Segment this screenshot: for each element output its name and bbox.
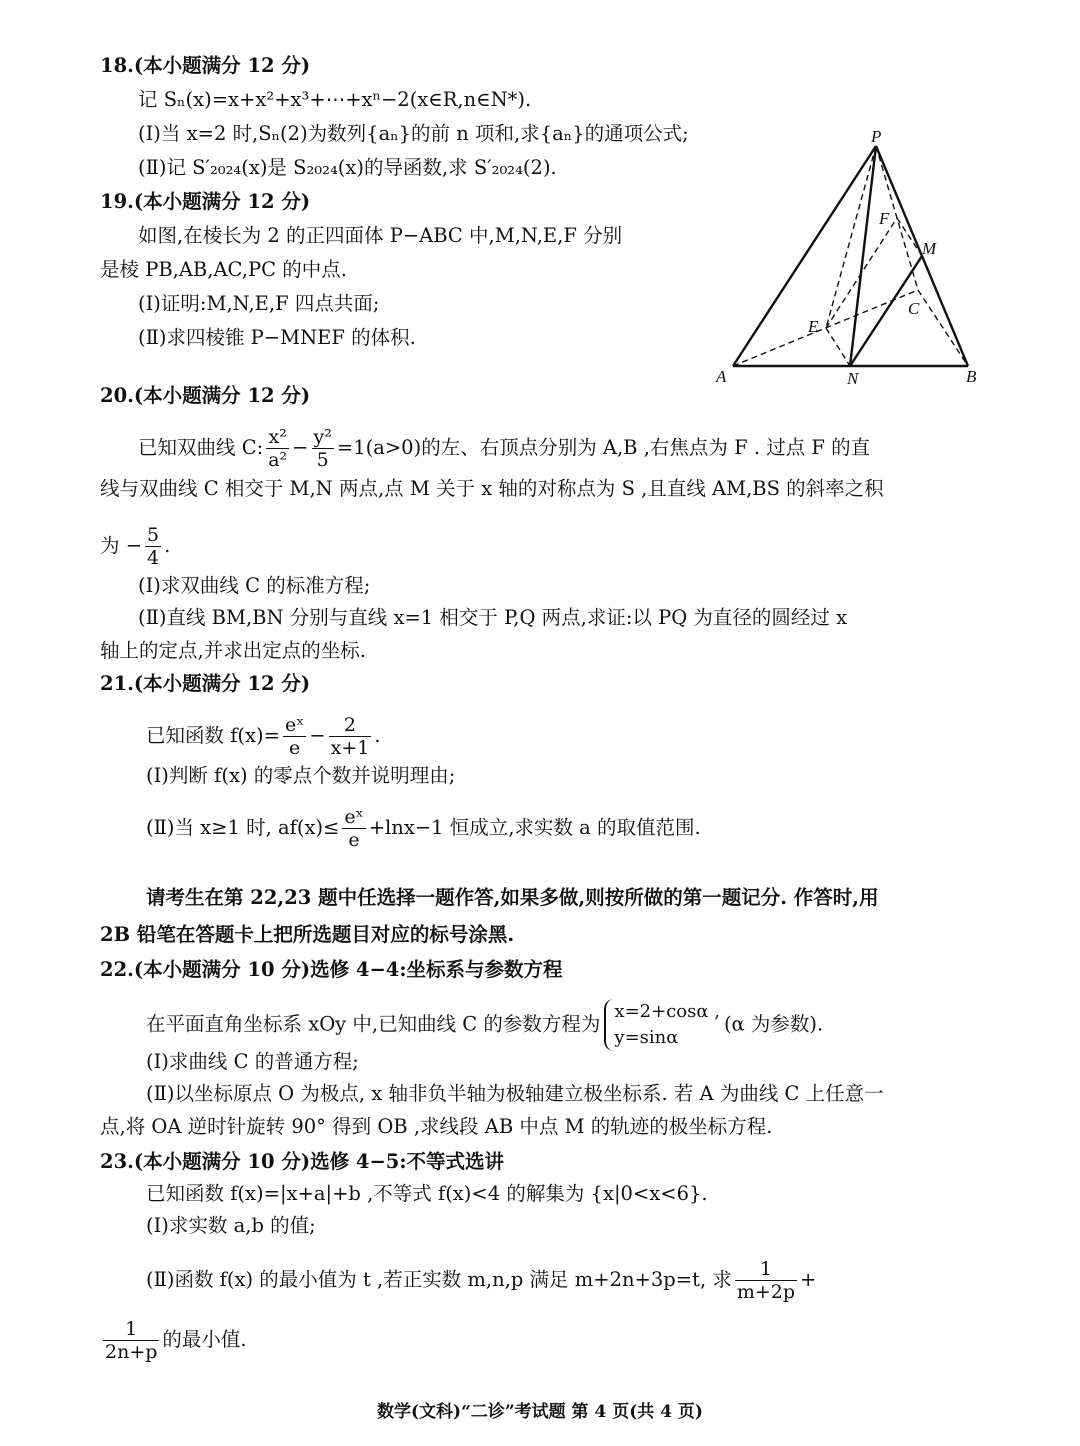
q21-fraction-2-x1 [329, 714, 372, 759]
q23-fraction-1 [735, 1258, 797, 1303]
q20-frac1-numerator: x² [268, 426, 287, 448]
q20-frac2-denominator: 5 [312, 448, 334, 471]
q19-title: 19.(本小题满分 12 分) [100, 190, 311, 213]
label-P: P [871, 130, 882, 146]
choice-note-line1: 请考生在第 22,23 题中任选择一题作答,如果多做,则按所做的第一题记分. 作答时,用 [146, 886, 879, 909]
q22-title: 22.(本小题满分 10 分)选修 4−4:坐标系与参数方程 [100, 958, 563, 981]
q23-part2-suffix: 的最小值. [162, 1328, 247, 1351]
q20-stem3-prefix: 为 − [100, 534, 143, 557]
q21-stem-suffix: . [374, 724, 381, 747]
q23-part2-prefix: (Ⅱ)函数 f(x) 的最小值为 t ,若正实数 m,n,p 满足 m+2n+3p=t, 求 [146, 1268, 732, 1291]
q21-part2 [146, 806, 701, 851]
q23-frac2-denominator: 2n+p [105, 1341, 158, 1363]
q23-frac1-denominator: m+2p [736, 1281, 796, 1303]
q21-fraction-ex-e [283, 714, 306, 759]
q20-frac2-numerator: y² [313, 426, 332, 448]
q21-minus: − [309, 724, 326, 747]
q22-part2: (Ⅱ)以坐标原点 O 为极点, x 轴非负半轴为极轴建立极坐标系. 若 A 为曲线 C 上任意一 [146, 1082, 884, 1105]
q19-part1: (Ⅰ)证明:M,N,E,F 四点共面; [138, 292, 380, 315]
q20-fraction-y2-5 [312, 426, 334, 471]
label-N: N [847, 369, 859, 388]
q21-frac1-denominator: e [283, 736, 306, 759]
q21-stem [146, 714, 381, 759]
q20-part1: (Ⅰ)求双曲线 C 的标准方程; [138, 574, 371, 597]
q22-part1: (Ⅰ)求曲线 C 的普通方程; [146, 1050, 359, 1073]
q23-frac1-numerator: 1 [759, 1258, 772, 1280]
q20-frac1-denominator: a² [268, 449, 288, 471]
q18-part1: (Ⅰ)当 x=2 时,Sₙ(2)为数列{aₙ}的前 n 项和,求{aₙ}的通项公式; [138, 122, 689, 145]
q22-parametric-system [604, 999, 720, 1051]
q19-part2: (Ⅱ)求四棱锥 P−MNEF 的体积. [138, 326, 416, 349]
q21-frac1-numerator: eˣ [284, 714, 305, 736]
q22-equation-x: x=2+cosα , [614, 1001, 720, 1022]
q23-frac2-numerator: 1 [125, 1318, 138, 1340]
q22-stem [146, 999, 823, 1051]
q20-stem-line3 [100, 524, 170, 569]
q22-equation-y: y=sinα [614, 1027, 679, 1048]
segment-PE [826, 146, 876, 328]
edge-AC [733, 290, 918, 366]
q20-part2-cont: 轴上的定点,并求出定点的坐标. [100, 639, 366, 662]
q20-frac3-numerator: 5 [147, 524, 160, 546]
page-footer: 数学(文科)“二诊”考试题 第 4 页(共 4 页) [377, 1402, 703, 1422]
segment-EN [826, 328, 850, 366]
q21-frac2-numerator: 2 [343, 714, 357, 736]
q20-fraction-5-4 [145, 524, 161, 569]
q18-stem: 记 Sₙ(x)=x+x²+x³+⋯+xⁿ−2(x∈R,n∈N*). [138, 88, 532, 111]
q21-stem-prefix: 已知函数 f(x)= [146, 724, 280, 747]
label-M: M [922, 239, 937, 258]
q20-minus: − [292, 436, 309, 459]
q21-frac3-denominator: e [342, 828, 365, 851]
q20-title: 20.(本小题满分 12 分) [100, 384, 311, 407]
q20-stem-line1 [138, 426, 870, 471]
q22-stem-suffix: (α 为参数). [723, 1012, 824, 1036]
label-A: A [716, 367, 727, 386]
q23-part2-cont [100, 1318, 247, 1363]
q23-stem: 已知函数 f(x)=|x+a|+b ,不等式 f(x)<4 的解集为 {x|0<x<6}. [146, 1182, 708, 1205]
label-C: C [908, 299, 920, 318]
label-B: B [966, 367, 977, 386]
q21-title: 21.(本小题满分 12 分) [100, 672, 311, 695]
edge-BC [918, 290, 968, 366]
q21-part2-suffix: +lnx−1 恒成立,求实数 a 的取值范围. [368, 816, 701, 839]
q23-fraction-2 [103, 1318, 159, 1363]
q20-stem-prefix: 已知双曲线 C: [138, 436, 264, 459]
q19-stem-line1: 如图,在棱长为 2 的正四面体 P−ABC 中,M,N,E,F 分别 [138, 224, 623, 247]
q23-title: 23.(本小题满分 10 分)选修 4−5:不等式选讲 [100, 1150, 505, 1173]
q20-stem-suffix: =1(a>0)的左、右顶点分别为 A,B ,右焦点为 F . 过点 F 的直 [336, 436, 871, 459]
q21-part1: (Ⅰ)判断 f(x) 的零点个数并说明理由; [146, 764, 456, 787]
q22-part2-cont: 点,将 OA 逆时针旋转 90° 得到 OB ,求线段 AB 中点 M 的轨迹的极坐标方程. [100, 1115, 773, 1138]
choice-note-line2: 2B 铅笔在答题卡上把所选题目对应的标号涂黑. [100, 923, 515, 946]
q20-frac3-denominator: 4 [147, 547, 160, 569]
q23-plus: + [800, 1268, 817, 1291]
q22-stem-prefix: 在平面直角坐标系 xOy 中,已知曲线 C 的参数方程为 [146, 1012, 601, 1036]
q20-part2: (Ⅱ)直线 BM,BN 分别与直线 x=1 相交于 P,Q 两点,求证:以 PQ 为直径的圆经过 x [138, 606, 848, 629]
q20-fraction-x2-a2 [266, 426, 289, 471]
q20-stem3-suffix: . [164, 534, 171, 557]
q19-stem-line2: 是棱 PB,AB,AC,PC 的中点. [100, 258, 347, 281]
tetrahedron-figure [706, 130, 1006, 390]
q20-stem-line2: 线与双曲线 C 相交于 M,N 两点,点 M 关于 x 轴的对称点为 S ,且直线 AM,BS 的斜率之积 [100, 477, 884, 500]
label-E: E [808, 317, 819, 336]
q21-frac2-denominator: x+1 [330, 737, 370, 759]
q21-part2-prefix: (Ⅱ)当 x≥1 时, af(x)≤ [146, 816, 340, 839]
q18-part2: (Ⅱ)记 S′₂₀₂₄(x)是 S₂₀₂₄(x)的导函数,求 S′₂₀₂₄(2). [138, 156, 557, 179]
q21-fraction-ex-e-2 [342, 806, 365, 851]
q21-frac3-numerator: eˣ [344, 806, 364, 828]
label-F: F [879, 209, 890, 228]
q23-part2 [146, 1258, 816, 1303]
q23-part1: (Ⅰ)求实数 a,b 的值; [146, 1214, 316, 1237]
q18-title: 18.(本小题满分 12 分) [100, 54, 311, 77]
